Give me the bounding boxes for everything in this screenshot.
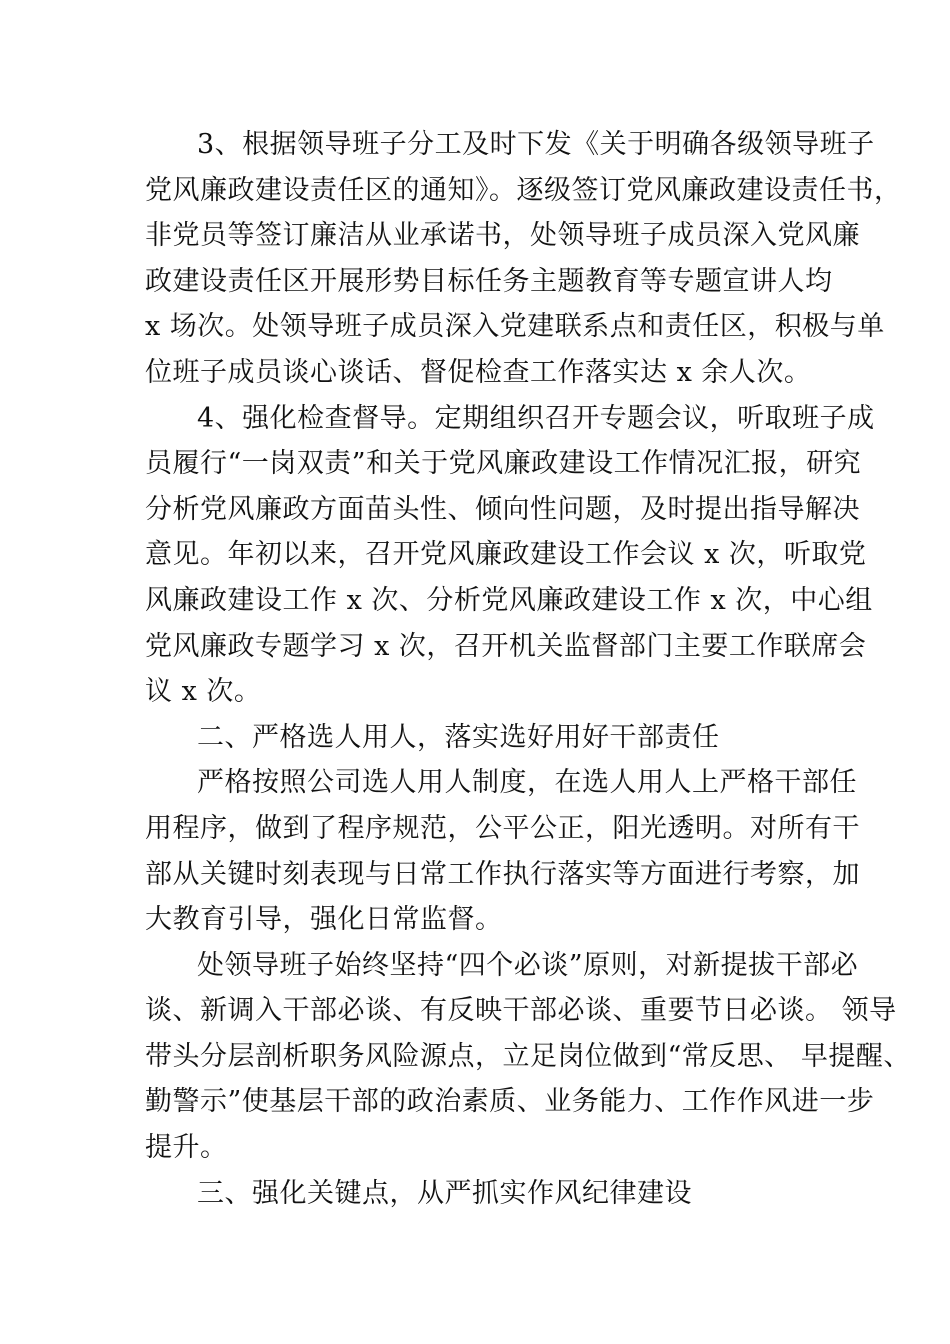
paragraph-item-3 [145,122,902,396]
text-line: x 场次。处领导班子成员深入党建联系点和责任区，积极与单 [145,311,885,343]
text-line: 分析党风廉政方面苗头性、倾向性问题，及时提出指导解决 [145,493,860,525]
heading-line: 三、强化关键点，从严抓实作风纪律建设 [197,1177,692,1209]
paragraph-item-4 [145,396,875,715]
text-line: 部从关键时刻表现与日常工作执行落实等方面进行考察，加 [145,858,860,890]
document-body [145,122,911,1216]
text-line: 员履行“一岗双责”和关于党风廉政建设工作情况汇报，研究 [145,448,862,480]
text-line: 风廉政建设工作 x 次、分析党风廉政建设工作 x 次，中心组 [145,584,873,616]
paragraph-selection [145,760,860,942]
paragraph-talks [145,943,911,1171]
text-line: 提升。 [145,1132,228,1164]
text-line: 意见。年初以来，召开党风廉政建设工作会议 x 次，听取党 [145,539,867,571]
heading-line: 二、严格选人用人，落实选好用好干部责任 [197,721,720,753]
text-line: 严格按照公司选人用人制度，在选人用人上严格干部任 [197,767,857,799]
text-line: 勤警示”使基层干部的政治素质、业务能力、工作作风进一步 [145,1086,875,1118]
text-line: 党风廉政建设责任区的通知》。逐级签订党风廉政建设责任书， [145,174,902,206]
text-line: 用程序，做到了程序规范，公平公正，阳光透明。对所有干 [145,812,860,844]
text-line: 大教育引导，强化日常监督。 [145,904,503,936]
text-line: 处领导班子始终坚持“四个必谈”原则，对新提拔干部必 [197,949,859,981]
text-line: 位班子成员谈心谈话、督促检查工作落实达 x 余人次。 [145,356,812,388]
text-line: 3、根据领导班子分工及时下发《关于明确各级领导班子 [197,129,875,160]
text-line: 谈、新调入干部必谈、有反映干部必谈、重要节日必谈。 领导 [145,995,897,1027]
text-line: 4、强化检查督导。定期组织召开专题会议，听取班子成 [197,402,875,434]
text-line: 带头分层剖析职务风险源点，立足岗位做到“常反思、 早提醒、 [145,1040,911,1072]
text-line: 党风廉政专题学习 x 次，召开机关监督部门主要工作联席会 [145,630,867,662]
text-line: 议 x 次。 [145,676,262,708]
section-heading-2 [145,715,825,761]
text-line: 非党员等签订廉洁从业承诺书，处领导班子成员深入党风廉 [145,220,860,252]
section-heading-3 [145,1171,825,1217]
text-line: 政建设责任区开展形势目标任务主题教育等专题宣讲人均 [145,265,833,297]
